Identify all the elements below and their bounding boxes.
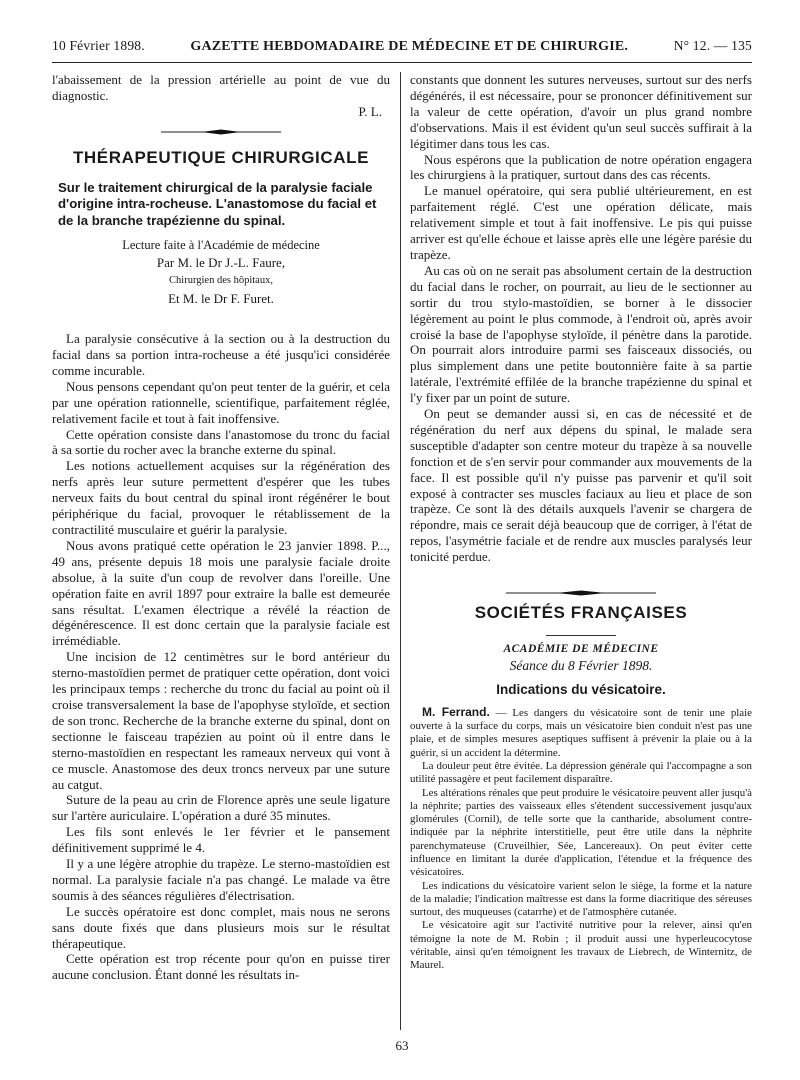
author-1-role: Chirurgien des hôpitaux, (169, 275, 273, 287)
subhead-vesicatoire: Indications du vésicatoire. (496, 681, 666, 697)
paragraph: Cette opération est trop récente pour qu'on en puisse tirer aucune conclusion. Étant donné les résultats in- (52, 951, 390, 983)
paragraph (410, 706, 752, 760)
section-title-therapeutique: THÉRAPEUTIQUE CHIRURGICALE (72, 147, 370, 167)
paragraph: Cette opération consiste dans l'anastomose du tronc du facial à sa sortie du rocher avec la branche externe du spinal. (52, 426, 390, 458)
header-date: 10 Février 1898. (52, 38, 145, 53)
paragraph-text: — Les dangers du vésicatoire sont de tenir une plaie ouverte à la surface du corps, mais un vésicatoire bien conduit n'est pas une plaie, et de simples mesures aseptiques suffisent à prévenir la plaie ou à la guérir, si un accident la détermine. (410, 706, 752, 759)
paragraph: Nous espérons que la publication de notre opération engagera les chirurgiens à la pratiquer, surtout dans des cas récents. (410, 151, 752, 183)
header-rule (52, 62, 752, 63)
ornament-rule (161, 128, 281, 136)
paragraph: Nous avons pratiqué cette opération le 23 janvier 1898. P..., 49 ans, présente depuis 18 mois une paralysie faciale droite absolue, à la suite d'un coup de revolver dans l'oreille. Une opération faite en avril 1897 pour extraire la balle est demeurée sans résultat. L'examen électrique a révélé la réaction de dégénérescence. Il est donc certain que la paralysie faciale est irrémédiable. (52, 537, 390, 649)
seance-date: Séance du 8 Février 1898. (509, 657, 653, 673)
left-column (52, 72, 390, 983)
paragraph: La paralysie consécutive à la section ou à la destruction du facial dans sa portion intra-rocheuse a été jusqu'ici considérée comme incurable. (52, 331, 390, 378)
section-title-societes: SOCIÉTÉS FRANÇAISES (474, 603, 688, 623)
article-title: Sur le traitement chirurgical de la paralysie faciale d'origine intra-rocheuse. L'anastomose du facial et de la branche trapézienne du spinal. (58, 179, 377, 228)
lecture-note: Lecture faite à l'Académie de médecine (122, 238, 320, 253)
header-journal-title: GAZETTE HEBDOMADAIRE DE MÉDECINE ET DE CHIRURGIE. (190, 39, 629, 54)
paragraph: Au cas où on ne serait pas absolument certain de la destruction du facial dans le rocher, on pourrait, au lieu de le sectionner au sortir du trou stylo-mastoïdien, se borner à le dissocier légèrement au point le plus commode, à l'endroit où, après avoir croisé la base de l'apophyse styloïde, il pénètre dans la parotide. On pourrait alors introduire parmi ses faisceaux dissociés, ou plus simplement dans une petite boutonnière faite à sa partie latérale, l'extrémité effilée de la branche trapézienne du spinal et l'y fixer par un point de suture. (410, 262, 752, 406)
running-header (52, 38, 752, 60)
page-number: 63 (395, 1038, 409, 1053)
divider (546, 635, 616, 636)
paragraph: Les indications du vésicatoire varient selon le siège, la forme et la nature de la maladie; l'indication maîtresse est dans la forme diacritique des séreuses surtout, des muqueuses (catarrhe) et de l'atmosphère cutanée. (410, 879, 752, 919)
paragraph: constants que donnent les sutures nerveuses, surtout sur des nerfs dégénérés, il est nécessaire, pour se prononcer définitivement sur la valeur de cette opération, d'avoir un plus grand nombre d'observations. Mais il est évident qu'un seul succès suffirait à la légitimer dans tous les cas. (410, 72, 752, 151)
speaker-name: M. Ferrand. (422, 704, 490, 719)
journal-page (52, 38, 752, 1060)
right-column (410, 72, 752, 973)
paragraph: Les notions actuellement acquises sur la régénération des nerfs après leur suture permettent d'espérer que les tubes nerveux faits du bout central du spinal iront régénérer le bout périphérique du facial, provoquer le rétablissement de la contractilité musculaire et guérir la paralysie. (52, 458, 390, 537)
paragraph: Les fils sont enlevés le 1er février et le pansement définitivement supprimé le 4. (52, 824, 390, 856)
paragraph: Nous pensons cependant qu'on peut tenter de la guérir, et cela par une opération rationnelle, scientifique, parfaitement réglée, relativement facile et tout à fait inoffensive. (52, 378, 390, 426)
proceedings-text (410, 706, 752, 973)
paragraph: La douleur peut être évitée. La dépression générale qui l'accompagne a son utilité passagère et peut facilement disparaître. (410, 759, 752, 786)
paragraph: Suture de la peau au crin de Florence après une seule ligature sur l'artère auriculaire. L'opération a duré 35 minutes. (52, 792, 390, 824)
continuation-text: l'abaissement de la pression artérielle au point de vue du diagnostic. (52, 72, 390, 103)
paragraph: Le manuel opératoire, qui sera publié ultérieurement, en est parfaitement réglé. C'est une opération délicate, mais relativement simple et tout à fait inoffensive. Le pis qui puisse arriver est qu'elle échoue et laisse après elle une légère parésie du trapèze. (410, 183, 752, 262)
paragraph: Le vésicatoire agit sur l'activité nutritive pour la relever, ainsi qu'en témoigne la note de M. Robin ; il produit aussi une hyperleucocytose véritable, ainsi qu'en témoignent les travaux de Liebrech, de Winternitz, de Maurel. (410, 919, 752, 972)
column-divider (400, 72, 401, 1030)
paragraph: Le succès opératoire est donc complet, mais nous ne serons sans doute fixés que dans plusieurs mois sur le résultat thérapeutique. (52, 903, 390, 951)
paragraph: Une incision de 12 centimètres sur le bord antérieur du sterno-mastoïdien permet de pratiquer cette opération, dont voici les principaux temps : recherche du tronc du facial au point où il croise transversalement la base de l'apophyse styloïde, et section de son tronc. Recherche de la branche externe du spinal, dont on sectionne le faisceau trapézien au point où il entre dans le sterno-mastoïdien en respectant les rameaux nerveux qui vont à ce muscle. Anastomose des deux troncs nerveux par une suture au catgut. (52, 649, 390, 792)
ornament-rule (506, 589, 656, 597)
paragraph: Il y a une légère atrophie du trapèze. Le sterno-mastoïdien est normal. La paralysie faciale n'a pas changé. Le malade va être soumis à des séances régulières d'électrisation. (52, 856, 390, 903)
paragraph: On peut se demander aussi si, en cas de nécessité et de régénération du nerf aux dépens du spinal, le malade sera susceptible d'adapter son centre moteur du trapèze à sa nouvelle fonction et de s'en servir pour commander aux mouvements de la face. Il est possible qu'il n'y puisse pas parvenir et qu'il soit exposé à contracter ses muscles faciaux au lieu et place de son trapèze. Ce sont là des détails auxquels l'avenir se chargera de répondre, mais ce serait déjà beaucoup que de corriger, à l'état de repos, l'asymétrie faciale et de rendre aux muscles paralysés leur tonicité perdue. (410, 406, 752, 565)
author-1: Par M. le Dr J.-L. Faure, (156, 255, 286, 271)
academie-heading: ACADÉMIE DE MÉDECINE (503, 643, 659, 655)
header-issue-page: N° 12. — 135 (673, 38, 752, 53)
author-2: Et M. le Dr F. Furet. (168, 291, 274, 307)
signature: P. L. (358, 103, 382, 119)
paragraph: Les altérations rénales que peut produire le vésicatoire peuvent aller jusqu'à la néphrite; parties des vaisseaux elles s'étendent successivement jusqu'aux glomérules (Cornil), de telle sorte que la cantharide, absolument contre-indiquée par la néphrite interstitielle, peut être utile dans la néphrite parenchymateuse (Cruveilhier, Sée, Lancereaux). On peut éviter cette influence en limitant la durée d'application, l'étendue et la fréquence des vésicatoires. (410, 786, 752, 879)
